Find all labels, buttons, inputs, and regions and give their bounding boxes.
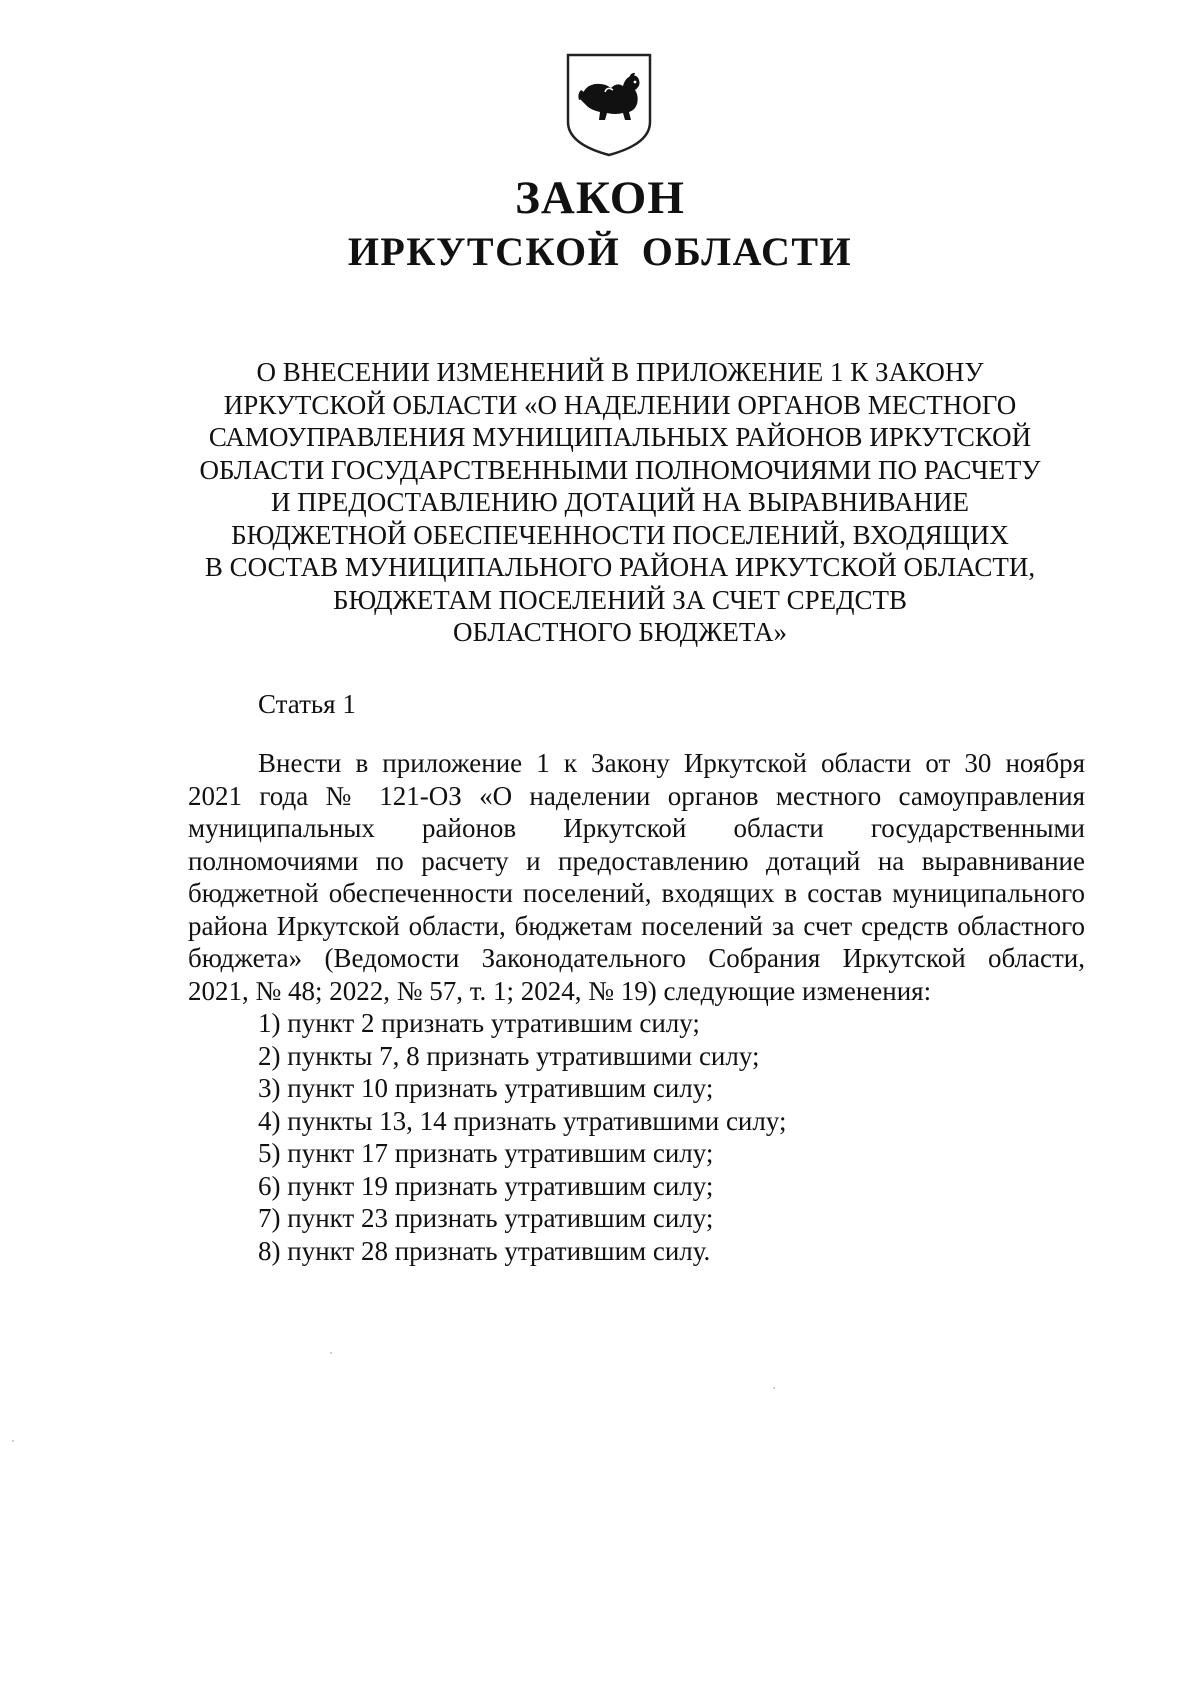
law-heading <box>160 356 1080 649</box>
list-item: 1) пункт 2 признать утратившим силу; <box>258 1008 700 1038</box>
list-item: 5) пункт 17 признать утратившим силу; <box>258 1138 714 1168</box>
coat-of-arms-icon <box>565 52 653 158</box>
list-item: 8) пункт 28 признать утратившим силу. <box>258 1235 711 1266</box>
heading-line: ОБЛАСТНОГО БЮДЖЕТА» <box>453 617 787 647</box>
scan-speck <box>330 1352 332 1354</box>
paragraph-line: 2021 года № 121-ОЗ «О наделении органов местного самоуправления <box>188 780 1085 811</box>
paragraph-line: полномочиями по расчету и предоставлению дотаций на выравнивание <box>188 845 1085 876</box>
paragraph-line: муниципальных районов Иркутской области государственными <box>188 813 1085 843</box>
heading-line: В СОСТАВ МУНИЦИПАЛЬНОГО РАЙОНА ИРКУТСКОЙ ОБЛАСТИ, <box>204 552 1036 582</box>
paragraph-line: Внести в приложение 1 к Закону Иркутской области от 30 ноября <box>258 748 1085 778</box>
heading-line: САМОУПРАВЛЕНИЯ МУНИЦИПАЛЬНЫХ РАЙОНОВ ИРКУТСКОЙ <box>208 422 1032 452</box>
paragraph-line: района Иркутской области, бюджетам поселений за счет средств областного <box>188 910 1085 941</box>
document-subtitle: ИРКУТСКОЙ ОБЛАСТИ <box>347 229 853 274</box>
article-body <box>188 747 1085 1267</box>
list-item: 6) пункт 19 признать утратившим силу; <box>258 1170 714 1201</box>
list-item: 3) пункт 10 признать утратившим силу; <box>258 1073 714 1103</box>
document-title: ЗАКОН <box>515 172 685 224</box>
heading-line: БЮДЖЕТАМ ПОСЕЛЕНИЙ ЗА СЧЕТ СРЕДСТВ <box>332 584 908 615</box>
article-label: Статья 1 <box>258 689 356 719</box>
scan-speck <box>773 1387 775 1389</box>
paragraph-line: 2021, № 48; 2022, № 57, т. 1; 2024, № 19) следующие изменения: <box>188 975 932 1006</box>
heading-line: ОБЛАСТИ ГОСУДАРСТВЕННЫМИ ПОЛНОМОЧИЯМИ ПО РАСЧЕТУ <box>199 454 1041 485</box>
heading-line: О ВНЕСЕНИИ ИЗМЕНЕНИЙ В ПРИЛОЖЕНИЕ 1 К ЗАКОНУ <box>256 357 984 387</box>
list-item: 2) пункты 7, 8 признать утратившими силу; <box>258 1040 760 1071</box>
heading-line: БЮДЖЕТНОЙ ОБЕСПЕЧЕННОСТИ ПОСЕЛЕНИЙ, ВХОДЯЩИХ <box>231 519 1009 550</box>
list-item: 7) пункт 23 признать утратившим силу; <box>258 1203 714 1233</box>
scan-speck <box>12 1440 14 1442</box>
amendments-list <box>188 1007 1085 1267</box>
heading-line: И ПРЕДОСТАВЛЕНИЮ ДОТАЦИЙ НА ВЫРАВНИВАНИЕ <box>271 487 969 517</box>
paragraph-line: бюджетной обеспеченности поселений, входящих в состав муниципального <box>188 878 1085 908</box>
list-item: 4) пункты 13, 14 признать утратившими силу; <box>258 1105 787 1136</box>
heading-line: ИРКУТСКОЙ ОБЛАСТИ «О НАДЕЛЕНИИ ОРГАНОВ МЕСТНОГО <box>223 389 1017 420</box>
paragraph-line: бюджета» (Ведомости Законодательного Собрания Иркутской области, <box>188 943 1085 973</box>
